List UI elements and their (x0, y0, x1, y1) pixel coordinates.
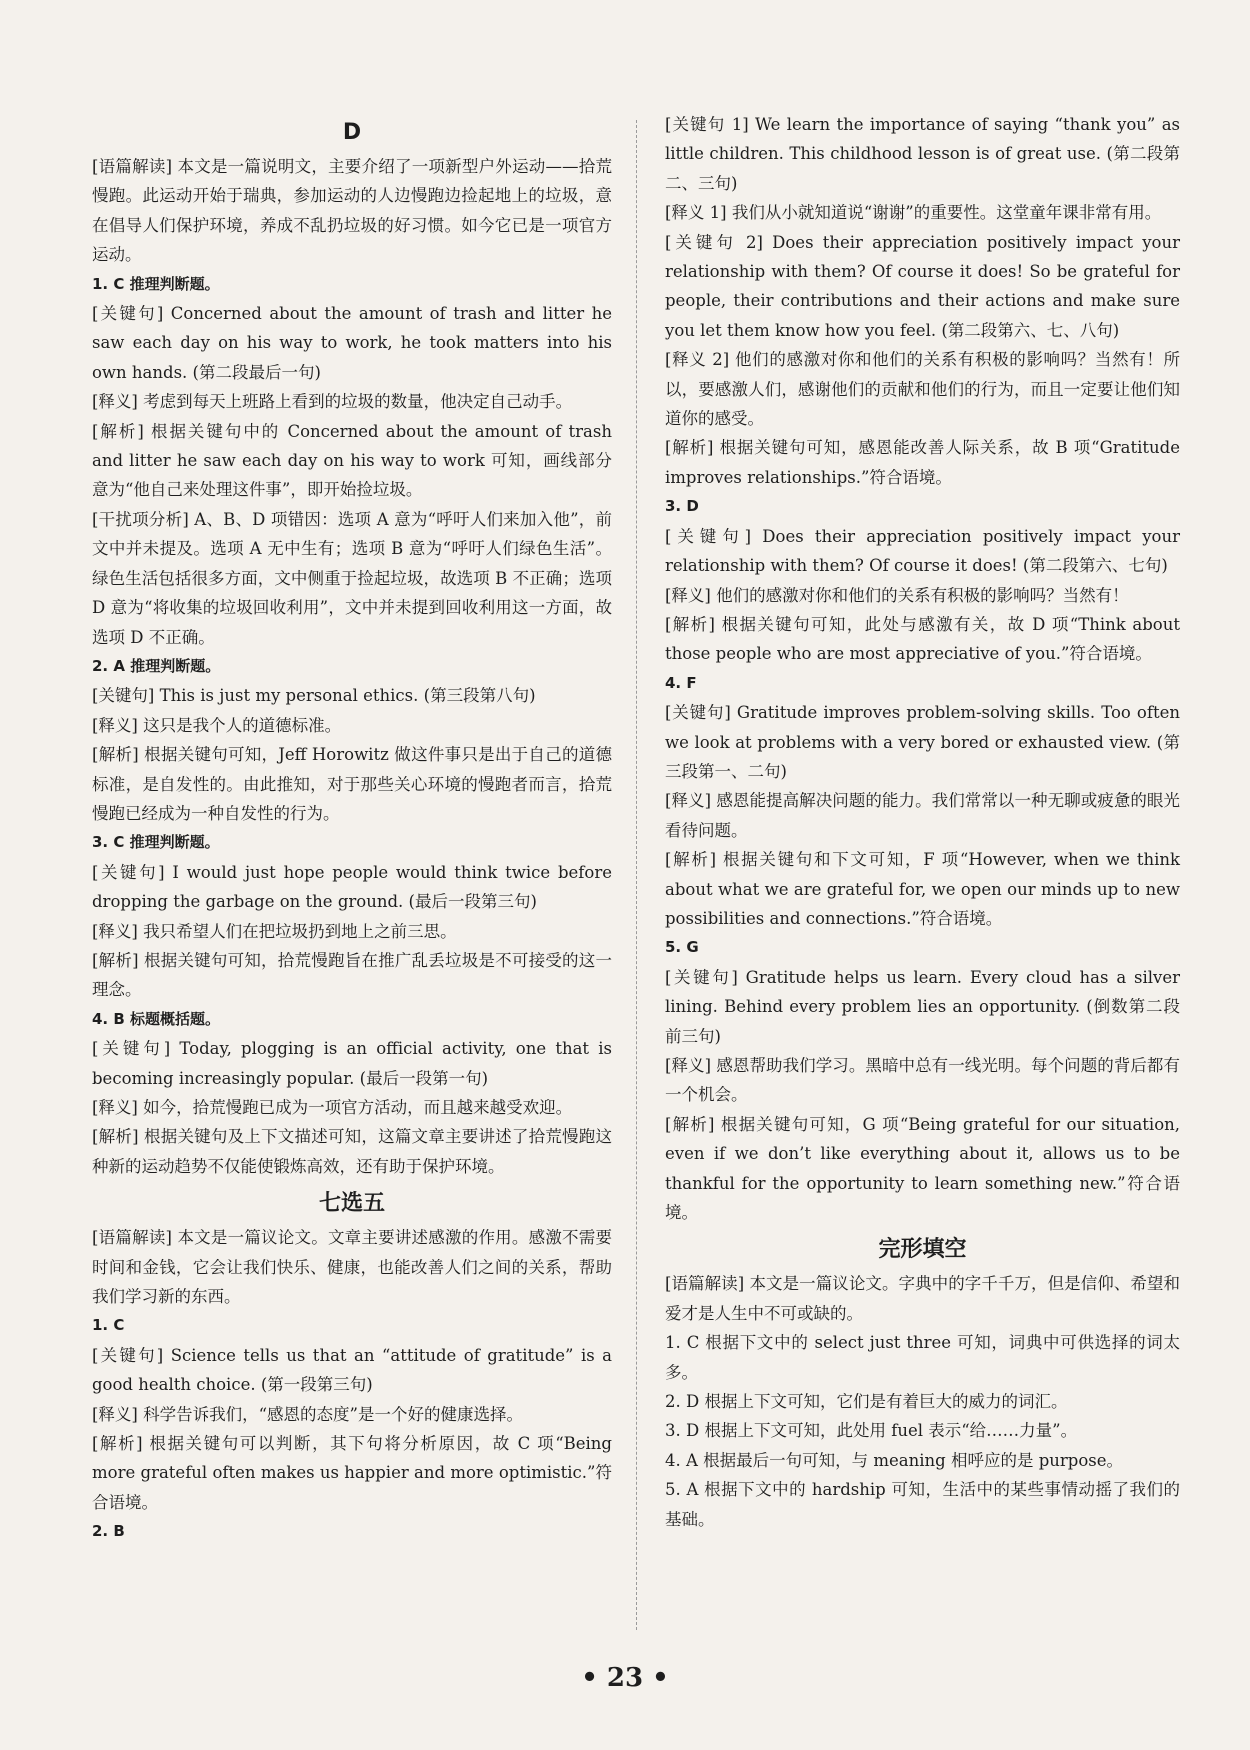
analysis: [解析] 根据关键句可知，此处与感激有关，故 D 项“Think about those people who are most appreciative of you.”符合语境。 (665, 614, 1180, 664)
section-title-cloze: 完形填空 (878, 1237, 967, 1263)
cloze-answer: 4. A 根据最后一句可知，与 meaning 相呼应的是 purpose。 (665, 1450, 1124, 1470)
key-sentence: [关键句] Today, plogging is an official activity, one that is becoming increasingly popular. (最后一段第一句) (92, 1039, 612, 1088)
section-title-seven-choose-five: 七选五 (318, 1191, 385, 1217)
key-sentence: [关键句] Concerned about the amount of trash and litter he saw each day on his way to work, he took matters into his own hands. (第二段最后一句) (92, 304, 612, 382)
cloze-answer: 1. C 根据下文中的 select just three 可知，词典中可供选择的词太多。 (665, 1333, 1180, 1382)
analysis: [解析] 根据关键句可知，G 项“Being grateful for our situation, even if we don’t like everything about it, allows us to be thankful for the opportunity to learn something new.”符合语境。 (665, 1114, 1180, 1223)
left-column (92, 110, 612, 1547)
answer-heading: 1. C (92, 1316, 125, 1335)
translation: [释义] 我只希望人们在把垃圾扔到地上之前三思。 (92, 921, 457, 941)
answer-heading: 3. C 推理判断题。 (92, 833, 220, 852)
analysis: [解析] 根据关键句可以判断，其下句将分析原因，故 C 项“Being more grateful often makes us happier and more optimistic.”符合语境。 (92, 1434, 612, 1512)
answer-heading: 2. B (92, 1522, 125, 1541)
analysis: [解析] 根据关键句可知，拾荒慢跑旨在推广乱丢垃圾是不可接受的这一理念。 (92, 950, 612, 1000)
analysis: [解析] 根据关键句中的 Concerned about the amount of trash and litter he saw each day on his way to work 可知，画线部分意为“他自己来处理这件事”，即开始捡垃圾。 (92, 421, 612, 500)
cloze-answer: 5. A 根据下文中的 hardship 可知，生活中的某些事情动摇了我们的基础。 (665, 1480, 1180, 1529)
translation: [释义 2] 他们的感激对你和他们的关系有积极的影响吗？当然有！所以，要感激人们，感谢他们的贡献和他们的行为，而且一定要让他们知道你的感受。 (665, 350, 1180, 429)
answer-heading: 4. F (665, 673, 697, 692)
key-sentence: [关键句 1] We learn the importance of saying “thank you” as little children. This childhood lesson is of great use. (第二段第二、三句) (665, 115, 1180, 193)
column-divider (636, 120, 637, 1630)
cloze-answer: 2. D 根据上下文可知，它们是有着巨大的威力的词汇。 (665, 1392, 1068, 1412)
section-title-d: D (342, 120, 362, 145)
page-number: • 23 • (581, 1663, 669, 1693)
analysis: [解析] 根据关键句及上下文描述可知，这篇文章主要讲述了拾荒慢跑这种新的运动趋势不仅能使锻炼高效，还有助于保护环境。 (92, 1127, 612, 1176)
distractor-analysis: [干扰项分析] A、B、D 项错因：选项 A 意为“呼吁人们来加入他”，前文中并未提及。选项 A 无中生有；选项 B 意为“呼吁人们绿色生活”。绿色生活包括很多方面，文中侧重于捡起垃圾，故选项 B 不正确；选项 D 意为“将收集的垃圾回收利用”，文中并未提到回收利用这一方面，故选项 D 不正确。 (92, 509, 612, 647)
analysis: [解析] 根据关键句可知，Jeff Horowitz 做这件事只是出于自己的道德标准，是自发性的。由此推知，对于那些关心环境的慢跑者而言，拾荒慢跑已经成为一种自发性的行为。 (92, 745, 612, 823)
answer-heading: 2. A 推理判断题。 (92, 656, 221, 675)
analysis: [解析] 根据关键句和下文可知，F 项“However, when we think about what we are grateful for, we open our minds up to new possibilities and connections.”符合语境。 (665, 850, 1180, 928)
translation: [释义 1] 我们从小就知道说“谢谢”的重要性。这堂童年课非常有用。 (665, 203, 1162, 223)
key-sentence: [关键句] Gratitude helps us learn. Every cloud has a silver lining. Behind every problem lies an opportunity. (倒数第二段前三句) (665, 967, 1180, 1046)
answer-heading: 5. G (665, 938, 699, 957)
answer-heading: 4. B 标题概括题。 (92, 1009, 221, 1028)
translation: [释义] 感恩能提高解决问题的能力。我们常常以一种无聊或疲惫的眼光看待问题。 (665, 791, 1180, 840)
key-sentence: [关键句] Science tells us that an “attitude of gratitude” is a good health choice. (第一段第三句) (92, 1345, 612, 1395)
translation: [释义] 这只是我个人的道德标准。 (92, 715, 342, 735)
passage-intro: [语篇解读] 本文是一篇议论文。字典中的字千千万，但是信仰、希望和爱才是人生中不可或缺的。 (665, 1274, 1180, 1323)
right-column (665, 110, 1180, 1534)
answer-heading: 3. D (665, 497, 699, 516)
key-sentence: [关键句] Gratitude improves problem-solving skills. Too often we look at problems with a very bored or exhausted view. (第三段第一、二句) (665, 703, 1180, 781)
passage-intro: [语篇解读] 本文是一篇说明文，主要介绍了一项新型户外运动——拾荒慢跑。此运动开始于瑞典，参加运动的人边慢跑边捡起地上的垃圾，意在倡导人们保护环境，养成不乱扔垃圾的好习惯。如今它已是一项官方运动。 (92, 157, 612, 265)
analysis: [解析] 根据关键句可知，感恩能改善人际关系，故 B 项“Gratitude improves relationships.”符合语境。 (665, 438, 1180, 487)
key-sentence: [关键句 2] Does their appreciation positively impact your relationship with them? Of course it does! So be grateful for people, their contributions and their actions and make sure you let them know how you feel. (第二段第六、七、八句) (665, 232, 1180, 340)
key-sentence: [关键句] Does their appreciation positively impact your relationship with them? Of course it does! (第二段第六、七句) (665, 526, 1180, 576)
key-sentence: [关键句] I would just hope people would think twice before dropping the garbage on the ground. (最后一段第三句) (92, 862, 612, 912)
translation: [释义] 考虑到每天上班路上看到的垃圾的数量，他决定自己动手。 (92, 392, 573, 412)
translation: [释义] 他们的感激对你和他们的关系有积极的影响吗？当然有！ (665, 585, 1129, 605)
answer-heading: 1. C 推理判断题。 (92, 274, 220, 293)
translation: [释义] 感恩帮助我们学习。黑暗中总有一线光明。每个问题的背后都有一个机会。 (665, 1056, 1180, 1105)
translation: [释义] 如今，拾荒慢跑已成为一项官方活动，而且越来越受欢迎。 (92, 1098, 573, 1117)
translation: [释义] 科学告诉我们，“感恩的态度”是一个好的健康选择。 (92, 1404, 523, 1424)
passage-intro: [语篇解读] 本文是一篇议论文。文章主要讲述感激的作用。感激不需要时间和金钱，它会让我们快乐、健康，也能改善人们之间的关系，帮助我们学习新的东西。 (92, 1228, 612, 1307)
cloze-answer: 3. D 根据上下文可知，此处用 fuel 表示“给……力量”。 (665, 1421, 1078, 1441)
key-sentence: [关键句] This is just my personal ethics. (第三段第八句) (92, 686, 536, 706)
